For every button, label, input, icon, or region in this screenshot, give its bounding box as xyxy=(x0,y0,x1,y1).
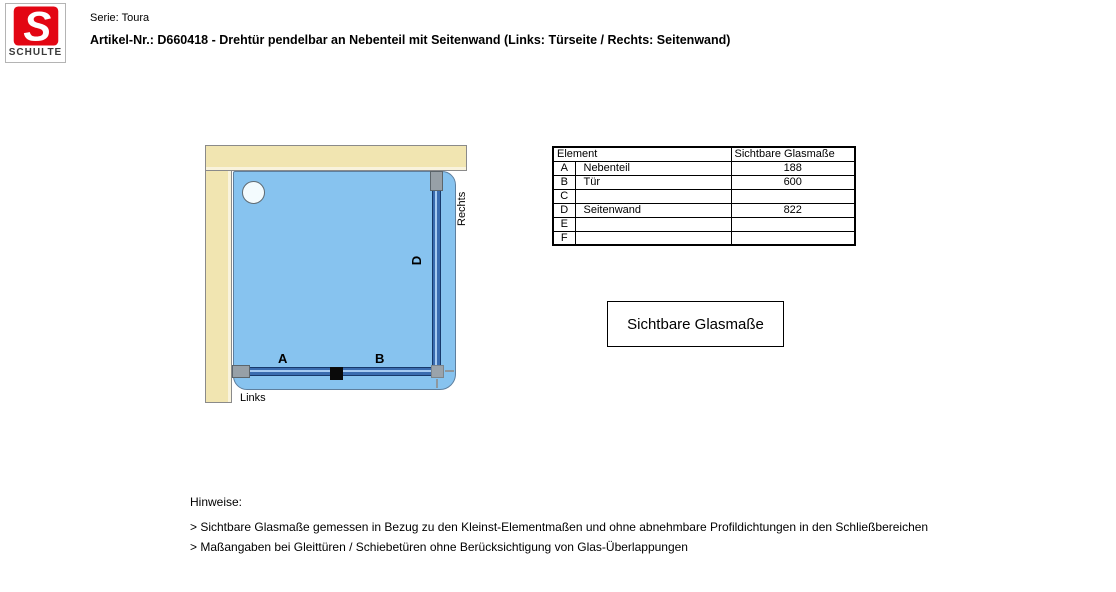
row-value xyxy=(731,189,855,203)
svg-text:S: S xyxy=(22,6,51,46)
row-value xyxy=(731,231,855,245)
legend-box xyxy=(607,301,784,347)
side-label-rechts: Rechts xyxy=(456,191,468,226)
wall-left xyxy=(205,145,232,403)
table-header-element: Element xyxy=(553,147,731,161)
table-row xyxy=(553,175,855,189)
row-key: D xyxy=(553,203,575,217)
table-header-row xyxy=(553,147,855,161)
row-value xyxy=(731,217,855,231)
legend-label: Sichtbare Glasmaße xyxy=(627,315,764,333)
glass-panel-sidewall-d xyxy=(432,188,441,376)
row-key: B xyxy=(553,175,575,189)
corner-tick-right xyxy=(445,370,454,372)
row-value: 600 xyxy=(731,175,855,189)
series-label: Serie: Toura xyxy=(90,12,150,24)
row-name xyxy=(575,189,731,203)
table-row xyxy=(553,189,855,203)
corner-connector xyxy=(431,365,444,378)
dim-label-b: B xyxy=(375,351,385,366)
glass-dimensions-table xyxy=(552,146,856,246)
door-hinge-marker xyxy=(330,367,343,380)
table-row xyxy=(553,161,855,175)
table-row xyxy=(553,231,855,245)
corner-tick-down xyxy=(436,379,438,388)
notes-title: Hinweise: xyxy=(190,495,243,509)
wall-profile-left xyxy=(232,365,250,378)
table-row xyxy=(553,203,855,217)
row-key: C xyxy=(553,189,575,203)
row-name xyxy=(575,217,731,231)
schulte-logo xyxy=(5,3,66,63)
shower-drain-icon xyxy=(242,181,265,204)
article-title: Artikel-Nr.: D660418 - Drehtür pendelbar an Nebenteil mit Seitenwand (Links: Türseite / Rechts: Seitenwand) xyxy=(90,33,731,47)
shower-tray xyxy=(233,171,456,390)
row-name: Tür xyxy=(575,175,731,189)
dim-label-a: A xyxy=(278,351,288,366)
side-label-links: Links xyxy=(240,392,266,404)
row-value: 822 xyxy=(731,203,855,217)
row-key: A xyxy=(553,161,575,175)
row-name xyxy=(575,231,731,245)
row-value: 188 xyxy=(731,161,855,175)
schulte-logo-wordmark: SCHULTE xyxy=(8,47,63,58)
table-header-value: Sichtbare Glasmaße xyxy=(731,147,855,161)
wall-profile-top xyxy=(430,171,443,191)
table-row xyxy=(553,217,855,231)
note-item: > Maßangaben bei Gleittüren / Schiebetüren ohne Berücksichtigung von Glas-Überlappungen xyxy=(190,540,688,554)
note-item: > Sichtbare Glasmaße gemessen in Bezug zu den Kleinst-Elementmaßen und ohne abnehmbare Profildichtungen in den Schließbereichen xyxy=(190,520,929,534)
row-key: F xyxy=(553,231,575,245)
schulte-logo-icon xyxy=(13,6,59,46)
dim-label-d: D xyxy=(409,255,425,266)
row-key: E xyxy=(553,217,575,231)
row-name: Nebenteil xyxy=(575,161,731,175)
row-name: Seitenwand xyxy=(575,203,731,217)
wall-top xyxy=(205,145,467,171)
